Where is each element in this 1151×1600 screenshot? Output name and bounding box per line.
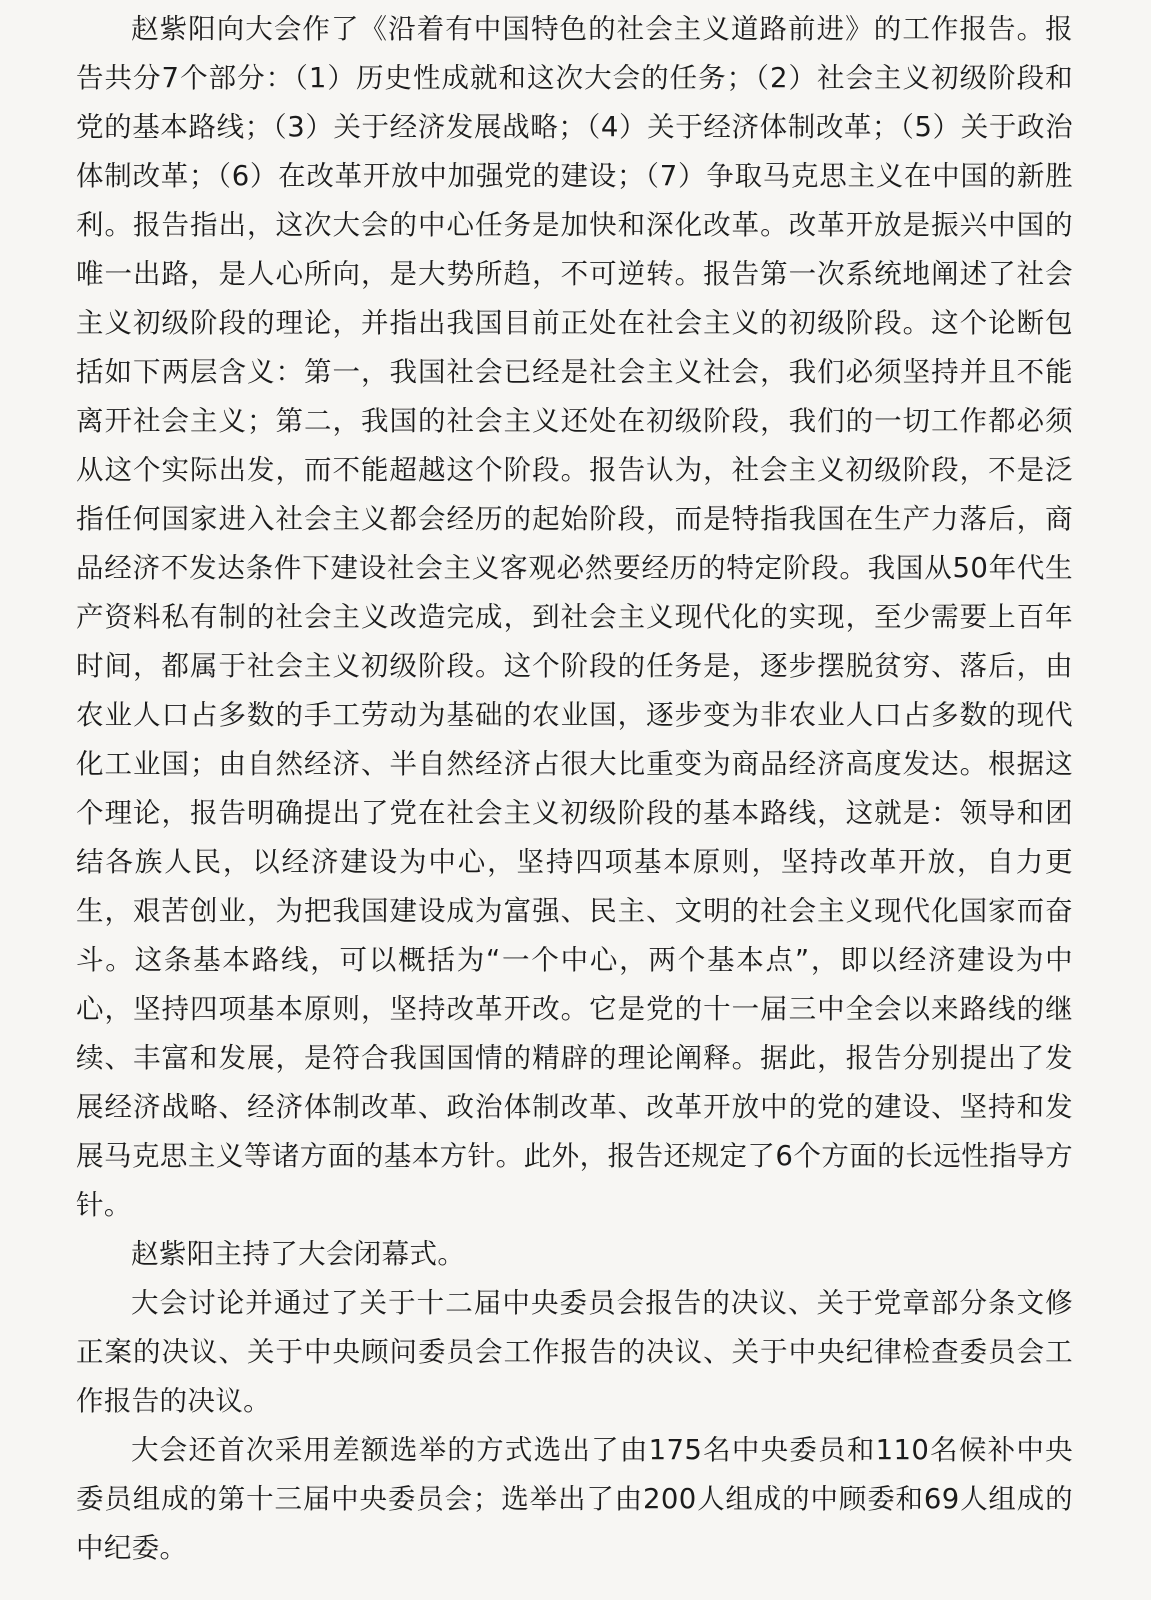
paragraph-closing-ceremony: 赵紫阳主持了大会闭幕式。 [131, 1238, 466, 1270]
paragraph-resolutions: 大会讨论并通过了关于十二届中央委员会报告的决议、关于党章部分条文修正案的决议、关于中央顾问委员会工作报告的决议、关于中央纪律检查委员会工作报告的决议。 [76, 1287, 1073, 1417]
paragraph-work-report: 赵紫阳向大会作了《沿着有中国特色的社会主义道路前进》的工作报告。报告共分7个部分：（1）历史性成就和这次大会的任务；（2）社会主义初级阶段和党的基本路线；（3）关于经济发展战略；（4）关于经济体制改革；（5）关于政治体制改革；（6）在改革开放中加强党的建设；（7）争取马克思主义在中国的新胜利。报告指出，这次大会的中心任务是加快和深化改革。改革开放是振兴中国的唯一出路，是人心所向，是大势所趋，不可逆转。报告第一次系统地阐述了社会主义初级阶段的理论，并指出我国目前正处在社会主义的初级阶段。这个论断包括如下两层含义：第一，我国社会已经是社会主义社会，我们必须坚持并且不能离开社会主义；第二，我国的社会主义还处在初级阶段，我们的一切工作都必须从这个实际出发，而不能超越这个阶段。报告认为，社会主义初级阶段，不是泛指任何国家进入社会主义都会经历的起始阶段，而是特指我国在生产力落后，商品经济不发达条件下建设社会主义客观必然要经历的特定阶段。我国从50年代生产资料私有制的社会主义改造完成，到社会主义现代化的实现，至少需要上百年时间，都属于社会主义初级阶段。这个阶段的任务是，逐步摆脱贫穷、落后，由农业人口占多数的手工劳动为基础的农业国，逐步变为非农业人口占多数的现代化工业国；由自然经济、半自然经济占很大比重变为商品经济高度发达。根据这个理论，报告明确提出了党在社会主义初级阶段的基本路线，这就是：领导和团结各族人民，以经济建设为中心，坚持四项基本原则，坚持改革开放，自力更生，艰苦创业，为把我国建设成为富强、民主、文明的社会主义现代化国家而奋斗。这条基本路线，可以概括为“一个中心，两个基本点”，即以经济建设为中心，坚持四项基本原则，坚持改革开改。它是党的十一届三中全会以来路线的继续、丰富和发展，是符合我国国情的精辟的理论阐释。据此，报告分别提出了发展经济战略、经济体制改革、政治体制改革、改革开放中的党的建设、坚持和发展马克思主义等诸方面的基本方针。此外，报告还规定了6个方面的长远性指导方针。 [76, 13, 1073, 1221]
paragraph-elections: 大会还首次采用差额选举的方式选出了由175名中央委员和110名候补中央委员组成的第十三届中央委员会；选举出了由200人组成的中顾委和69人组成的中纪委。 [76, 1434, 1073, 1564]
